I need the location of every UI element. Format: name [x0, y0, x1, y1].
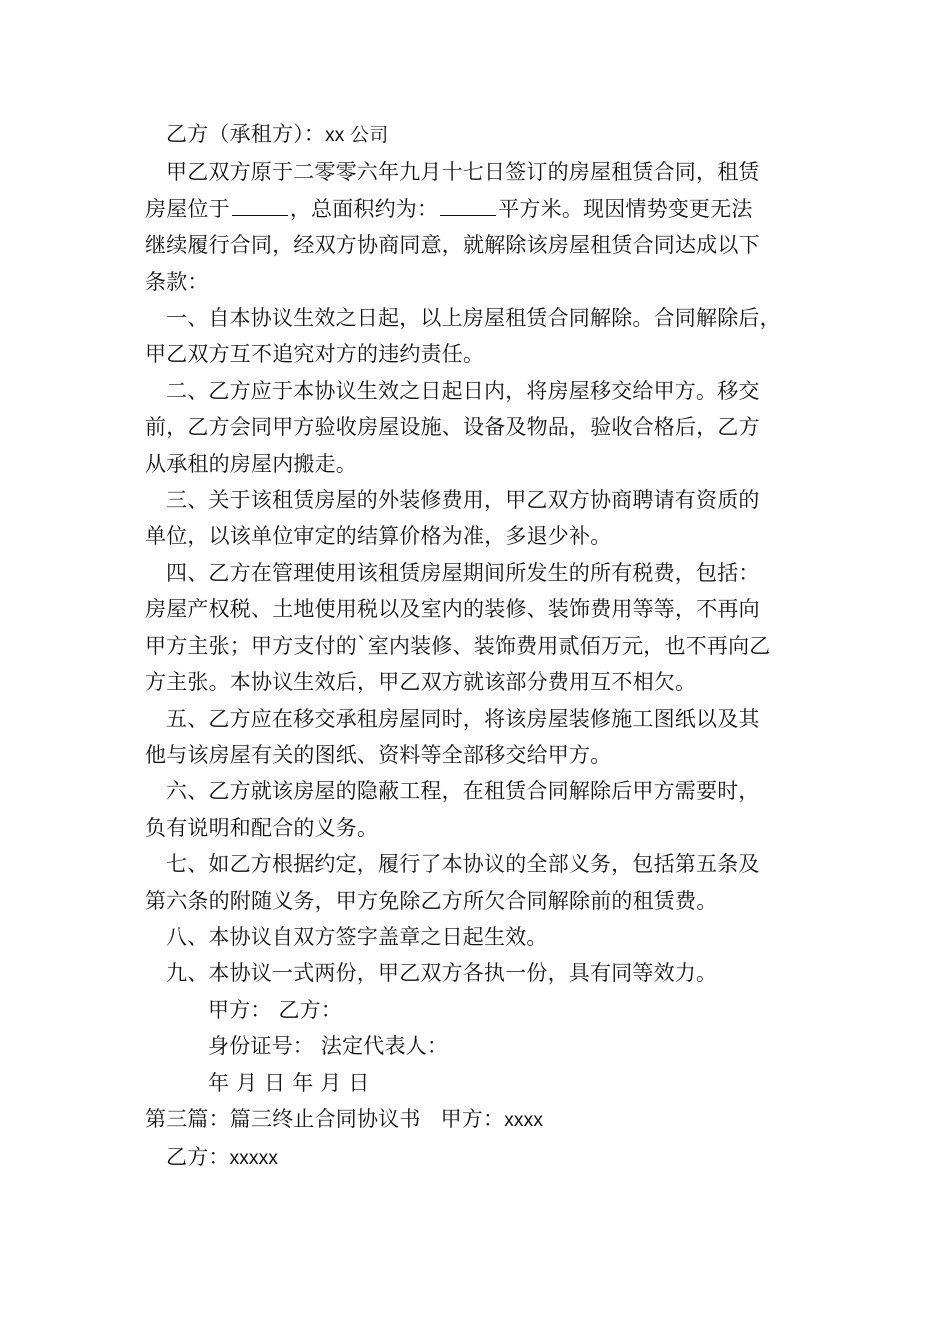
intro-line-1: 甲乙双方原于二零零六年九月十七日签订的房屋租赁合同，租赁 [166, 160, 760, 185]
intro-area-label: ，总面积约为： [289, 196, 439, 221]
clause-line: 六、乙方就该房屋的隐蔽工程，在租赁合同解除后甲方需要时， [166, 779, 760, 804]
intro-line-4: 条款： [145, 269, 209, 294]
clause-line: 房屋产权税、土地使用税以及室内的装修、装饰费用等等，不再向 [145, 597, 760, 622]
area-blank [440, 195, 496, 216]
document-body [145, 116, 815, 1178]
signature-parties: 甲方： 乙方： [208, 997, 343, 1022]
clause-line: 单位，以该单位审定的结算价格为准，多退少补。 [145, 524, 612, 549]
section-3-party-b-label: 乙方： [166, 1145, 230, 1170]
clause-4 [145, 555, 815, 701]
clause-1 [145, 300, 815, 373]
clause-6 [145, 773, 815, 846]
clause-line: 四、乙方在管理使用该租赁房屋期间所发生的所有税费，包括： [166, 560, 760, 585]
clause-3 [145, 482, 815, 555]
intro-area-unit: 平方米。现因情势变更无法 [498, 196, 753, 221]
section-3-title: 第三篇：篇三终止合同协议书 [145, 1106, 421, 1131]
clause-line: 五、乙方应在移交承租房屋同时，将该房屋装修施工图纸以及其 [166, 706, 760, 731]
section-3-party-b [145, 1139, 815, 1177]
intro-location-label: 房屋位于 [145, 196, 230, 221]
section-3-party-a-label: 甲方： [440, 1106, 505, 1131]
party-b-line [145, 116, 815, 154]
clause-line: 甲方主张；甲方支付的`室内装修、装饰费用贰佰万元，也不再向乙 [145, 633, 771, 658]
clause-7 [145, 846, 815, 919]
section-3-heading [145, 1101, 815, 1139]
clause-line: 第六条的附随义务，甲方免除乙方所欠合同解除前的租赁费。 [145, 888, 718, 913]
clause-line: 方主张。本协议生效后，甲乙双方就该部分费用互不相欠。 [145, 670, 697, 695]
clause-9: 九、本协议一式两份，甲乙双方各执一份，具有同等效力。 [166, 961, 718, 986]
clause-line: 负有说明和配合的义务。 [145, 815, 379, 840]
section-3-party-a-value: xxxx [504, 1109, 544, 1131]
intro-paragraph [145, 154, 815, 300]
clause-line: 甲乙双方互不追究对方的违约责任。 [145, 342, 485, 367]
signature-ids: 身份证号： 法定代表人： [208, 1034, 449, 1059]
clause-line: 他与该房屋有关的图纸、资料等全部移交给甲方。 [145, 742, 612, 767]
location-blank [232, 195, 288, 216]
section-3-party-b-value: xxxxx [229, 1148, 279, 1170]
signature-block [145, 992, 815, 1101]
clause-line: 前，乙方会同甲方验收房屋设施、设备及物品，验收合格后，乙方 [145, 415, 760, 440]
clause-line: 二、乙方应于本协议生效之日起日内，将房屋移交给甲方。移交 [166, 378, 760, 403]
clause-5 [145, 701, 815, 774]
party-b-company: xx 公司 [325, 125, 389, 146]
intro-line-2 [145, 191, 815, 227]
clause-line: 三、关于该租赁房屋的外装修费用，甲乙双方协商聘请有资质的 [166, 488, 760, 513]
clause-2 [145, 373, 815, 482]
clause-line: 一、自本协议生效之日起，以上房屋租赁合同解除。合同解除后， [166, 306, 781, 331]
clause-line: 从承租的房屋内搬走。 [145, 451, 357, 476]
clause-line: 七、如乙方根据约定，履行了本协议的全部义务，包括第五条及 [166, 852, 760, 877]
party-b-label: 乙方（承租方）： [166, 122, 326, 146]
clause-8: 八、本协议自双方签字盖章之日起生效。 [166, 924, 548, 949]
signature-dates: 年 月 日 年 月 日 [208, 1070, 370, 1095]
intro-line-3: 继续履行合同，经双方协商同意，就解除该房屋租赁合同达成以下 [145, 233, 760, 258]
